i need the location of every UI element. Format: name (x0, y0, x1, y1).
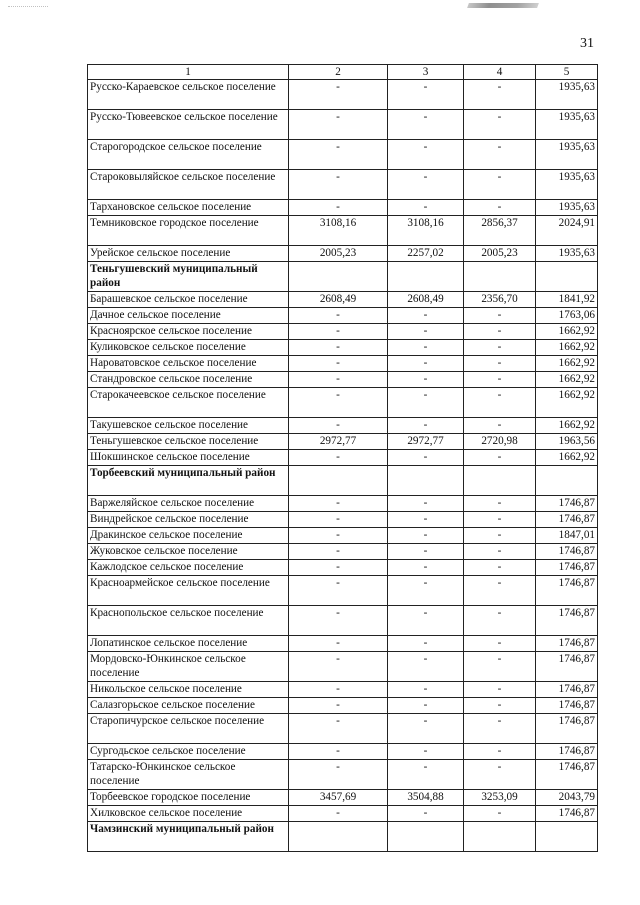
settlement-name-cell: Татарско-Юнкинское сельское поселение (88, 760, 289, 790)
value-cell-col2: - (289, 528, 388, 544)
settlement-name-cell: Старопичурское сельское поселение (88, 714, 289, 744)
column-header-1: 1 (88, 65, 289, 80)
value-cell-col2 (289, 822, 388, 852)
value-cell-col5: 1763,06 (536, 308, 598, 324)
value-cell-col5: 1935,63 (536, 140, 598, 170)
value-cell-col4: - (464, 340, 536, 356)
value-cell-col5 (536, 466, 598, 496)
settlement-name-cell: Салазгорьское сельское поселение (88, 698, 289, 714)
settlement-name-cell: Сургодьское сельское поселение (88, 744, 289, 760)
value-cell-col5: 1935,63 (536, 80, 598, 110)
value-cell-col3 (388, 262, 464, 292)
table-header-row (88, 65, 598, 80)
settlement-name-cell: Барашевское сельское поселение (88, 292, 289, 308)
value-cell-col2: - (289, 340, 388, 356)
value-cell-col4: - (464, 170, 536, 200)
table-row (88, 806, 598, 822)
value-cell-col4: - (464, 560, 536, 576)
value-cell-col2: - (289, 512, 388, 528)
district-row (88, 262, 598, 292)
value-cell-col2: - (289, 388, 388, 418)
value-cell-col3: - (388, 170, 464, 200)
value-cell-col2: - (289, 682, 388, 698)
value-cell-col5: 1746,87 (536, 512, 598, 528)
value-cell-col4 (464, 262, 536, 292)
settlement-name-cell: Куликовское сельское поселение (88, 340, 289, 356)
value-cell-col5: 1662,92 (536, 450, 598, 466)
value-cell-col3: - (388, 340, 464, 356)
value-cell-col5: 1746,87 (536, 496, 598, 512)
value-cell-col2: - (289, 200, 388, 216)
value-cell-col5: 1935,63 (536, 110, 598, 140)
settlement-name-cell: Русско-Тювеевское сельское поселение (88, 110, 289, 140)
value-cell-col5 (536, 262, 598, 292)
value-cell-col3 (388, 822, 464, 852)
table-row (88, 450, 598, 466)
column-header-5: 5 (536, 65, 598, 80)
value-cell-col5: 1746,87 (536, 544, 598, 560)
value-cell-col2: - (289, 356, 388, 372)
value-cell-col3 (388, 466, 464, 496)
settlement-name-cell: Русско-Караевское сельское поселение (88, 80, 289, 110)
table-row (88, 140, 598, 170)
value-cell-col5: 1662,92 (536, 372, 598, 388)
value-cell-col3: - (388, 606, 464, 636)
value-cell-col4: - (464, 652, 536, 682)
value-cell-col2: - (289, 606, 388, 636)
value-cell-col2: - (289, 170, 388, 200)
table-row (88, 246, 598, 262)
table-row (88, 714, 598, 744)
value-cell-col3: 3504,88 (388, 790, 464, 806)
value-cell-col5: 1662,92 (536, 418, 598, 434)
value-cell-col4: - (464, 388, 536, 418)
value-cell-col5: 1662,92 (536, 340, 598, 356)
settlement-name-cell: Хилковское сельское поселение (88, 806, 289, 822)
settlement-name-cell: Нароватовское сельское поселение (88, 356, 289, 372)
value-cell-col3: - (388, 388, 464, 418)
value-cell-col4: 3253,09 (464, 790, 536, 806)
value-cell-col3: - (388, 576, 464, 606)
value-cell-col2: - (289, 110, 388, 140)
value-cell-col5: 1746,87 (536, 636, 598, 652)
value-cell-col3: - (388, 652, 464, 682)
value-cell-col4: 2005,23 (464, 246, 536, 262)
value-cell-col3: - (388, 560, 464, 576)
value-cell-col3: - (388, 544, 464, 560)
value-cell-col3: - (388, 80, 464, 110)
value-cell-col5: 1935,63 (536, 170, 598, 200)
table-row (88, 652, 598, 682)
table-row (88, 110, 598, 140)
table-row (88, 544, 598, 560)
value-cell-col2: - (289, 544, 388, 560)
settlement-name-cell: Шокшинское сельское поселение (88, 450, 289, 466)
value-cell-col2: - (289, 652, 388, 682)
table-row (88, 340, 598, 356)
value-cell-col2 (289, 466, 388, 496)
value-cell-col4: - (464, 576, 536, 606)
table-row (88, 496, 598, 512)
value-cell-col3: - (388, 308, 464, 324)
table-row (88, 418, 598, 434)
table-row (88, 292, 598, 308)
table-body (88, 80, 598, 852)
value-cell-col4: - (464, 324, 536, 340)
value-cell-col4: - (464, 606, 536, 636)
settlement-name-cell: Староковыляйское сельское поселение (88, 170, 289, 200)
value-cell-col4: - (464, 714, 536, 744)
value-cell-col4 (464, 822, 536, 852)
value-cell-col3: - (388, 372, 464, 388)
settlement-name-cell: Старокачеевское сельское поселение (88, 388, 289, 418)
table-row (88, 560, 598, 576)
value-cell-col5: 1746,87 (536, 682, 598, 698)
table-row (88, 576, 598, 606)
value-cell-col3: - (388, 140, 464, 170)
value-cell-col4: - (464, 512, 536, 528)
value-cell-col2: 2972,77 (289, 434, 388, 450)
table-row (88, 170, 598, 200)
value-cell-col4: - (464, 418, 536, 434)
value-cell-col4: - (464, 636, 536, 652)
value-cell-col4: - (464, 682, 536, 698)
value-cell-col3: - (388, 356, 464, 372)
value-cell-col3: - (388, 418, 464, 434)
value-cell-col2: - (289, 140, 388, 170)
value-cell-col5: 1746,87 (536, 744, 598, 760)
value-cell-col4 (464, 466, 536, 496)
value-cell-col4: - (464, 544, 536, 560)
value-cell-col5: 1841,92 (536, 292, 598, 308)
value-cell-col4: - (464, 200, 536, 216)
value-cell-col3: 3108,16 (388, 216, 464, 246)
settlement-name-cell: Краснопольское сельское поселение (88, 606, 289, 636)
value-cell-col5: 1963,56 (536, 434, 598, 450)
value-cell-col5: 2043,79 (536, 790, 598, 806)
value-cell-col3: - (388, 636, 464, 652)
value-cell-col5: 1746,87 (536, 560, 598, 576)
value-cell-col5: 1662,92 (536, 356, 598, 372)
value-cell-col4: - (464, 356, 536, 372)
table-row (88, 216, 598, 246)
settlement-name-cell: Урейское сельское поселение (88, 246, 289, 262)
value-cell-col4: 2356,70 (464, 292, 536, 308)
value-cell-col2: - (289, 636, 388, 652)
value-cell-col4: 2720,98 (464, 434, 536, 450)
table-row (88, 434, 598, 450)
value-cell-col4: - (464, 760, 536, 790)
value-cell-col2: - (289, 450, 388, 466)
value-cell-col3: - (388, 450, 464, 466)
value-cell-col2 (289, 262, 388, 292)
settlement-name-cell: Мордовско-Юнкинское сельское поселение (88, 652, 289, 682)
table-row (88, 512, 598, 528)
value-cell-col3: 2608,49 (388, 292, 464, 308)
table-row (88, 528, 598, 544)
settlement-name-cell: Варжеляйское сельское поселение (88, 496, 289, 512)
table-row (88, 324, 598, 340)
value-cell-col2: - (289, 698, 388, 714)
value-cell-col2: 2608,49 (289, 292, 388, 308)
value-cell-col2: - (289, 418, 388, 434)
settlement-name-cell: Такушевское сельское поселение (88, 418, 289, 434)
table-row (88, 790, 598, 806)
value-cell-col2: - (289, 806, 388, 822)
settlement-name-cell: Чамзинский муниципальный район (88, 822, 289, 852)
value-cell-col3: - (388, 110, 464, 140)
value-cell-col5: 2024,91 (536, 216, 598, 246)
value-cell-col4: - (464, 450, 536, 466)
value-cell-col3: - (388, 512, 464, 528)
value-cell-col5: 1662,92 (536, 324, 598, 340)
value-cell-col4: - (464, 698, 536, 714)
value-cell-col3: - (388, 806, 464, 822)
table-row (88, 372, 598, 388)
settlement-name-cell: Никольское сельское поселение (88, 682, 289, 698)
table-row (88, 356, 598, 372)
table-row (88, 606, 598, 636)
settlement-name-cell: Стандровское сельское поселение (88, 372, 289, 388)
table-row (88, 388, 598, 418)
settlement-name-cell: Темниковское городское поселение (88, 216, 289, 246)
value-cell-col5: 1746,87 (536, 606, 598, 636)
value-cell-col2: 3108,16 (289, 216, 388, 246)
settlement-name-cell: Старогородское сельское поселение (88, 140, 289, 170)
settlement-name-cell: Жуковское сельское поселение (88, 544, 289, 560)
value-cell-col3: - (388, 200, 464, 216)
value-cell-col2: - (289, 714, 388, 744)
value-cell-col2: - (289, 760, 388, 790)
table-row (88, 744, 598, 760)
value-cell-col5: 1935,63 (536, 246, 598, 262)
value-cell-col3: 2972,77 (388, 434, 464, 450)
value-cell-col4: - (464, 496, 536, 512)
value-cell-col3: - (388, 496, 464, 512)
value-cell-col5: 1746,87 (536, 806, 598, 822)
settlement-name-cell: Тархановское сельское поселение (88, 200, 289, 216)
value-cell-col2: - (289, 324, 388, 340)
value-cell-col4: - (464, 80, 536, 110)
value-cell-col4: - (464, 372, 536, 388)
column-header-4: 4 (464, 65, 536, 80)
column-header-3: 3 (388, 65, 464, 80)
table-row (88, 698, 598, 714)
value-cell-col4: - (464, 110, 536, 140)
table-row (88, 682, 598, 698)
value-cell-col3: - (388, 324, 464, 340)
value-cell-col3: - (388, 698, 464, 714)
value-cell-col2: - (289, 372, 388, 388)
table-row (88, 308, 598, 324)
district-row (88, 466, 598, 496)
value-cell-col5: 1847,01 (536, 528, 598, 544)
value-cell-col3: - (388, 682, 464, 698)
district-row (88, 822, 598, 852)
value-cell-col5: 1935,63 (536, 200, 598, 216)
settlement-name-cell: Красноярское сельское поселение (88, 324, 289, 340)
settlement-name-cell: Дракинское сельское поселение (88, 528, 289, 544)
settlement-name-cell: Лопатинское сельское поселение (88, 636, 289, 652)
value-cell-col3: - (388, 760, 464, 790)
value-cell-col5 (536, 822, 598, 852)
value-cell-col2: - (289, 560, 388, 576)
scan-artifact-top (467, 3, 539, 8)
value-cell-col2: - (289, 496, 388, 512)
value-cell-col5: 1746,87 (536, 652, 598, 682)
table-row (88, 760, 598, 790)
settlement-name-cell: Виндрейское сельское поселение (88, 512, 289, 528)
column-header-2: 2 (289, 65, 388, 80)
value-cell-col4: - (464, 528, 536, 544)
value-cell-col5: 1746,87 (536, 576, 598, 606)
value-cell-col4: - (464, 806, 536, 822)
value-cell-col2: 3457,69 (289, 790, 388, 806)
settlement-name-cell: Теньгушевское сельское поселение (88, 434, 289, 450)
value-cell-col5: 1746,87 (536, 714, 598, 744)
table-row (88, 200, 598, 216)
value-cell-col4: - (464, 308, 536, 324)
value-cell-col2: - (289, 308, 388, 324)
value-cell-col5: 1746,87 (536, 760, 598, 790)
value-cell-col3: - (388, 528, 464, 544)
page-number: 31 (580, 36, 594, 51)
table-row (88, 80, 598, 110)
settlement-name-cell: Красноармейское сельское поселение (88, 576, 289, 606)
value-cell-col3: 2257,02 (388, 246, 464, 262)
settlement-name-cell: Дачное сельское поселение (88, 308, 289, 324)
value-cell-col3: - (388, 714, 464, 744)
settlement-name-cell: Торбеевский муниципальный район (88, 466, 289, 496)
settlement-name-cell: Кажлодское сельское поселение (88, 560, 289, 576)
value-cell-col2: - (289, 80, 388, 110)
value-cell-col3: - (388, 744, 464, 760)
settlement-name-cell: Торбеевское городское поселение (88, 790, 289, 806)
value-cell-col4: - (464, 140, 536, 170)
value-cell-col4: - (464, 744, 536, 760)
value-cell-col2: 2005,23 (289, 246, 388, 262)
tariff-table (87, 64, 598, 852)
value-cell-col5: 1746,87 (536, 698, 598, 714)
scan-artifact-left (8, 6, 48, 9)
settlement-name-cell: Теньгушевский муниципальный район (88, 262, 289, 292)
value-cell-col2: - (289, 744, 388, 760)
value-cell-col4: 2856,37 (464, 216, 536, 246)
table-row (88, 636, 598, 652)
value-cell-col5: 1662,92 (536, 388, 598, 418)
value-cell-col2: - (289, 576, 388, 606)
